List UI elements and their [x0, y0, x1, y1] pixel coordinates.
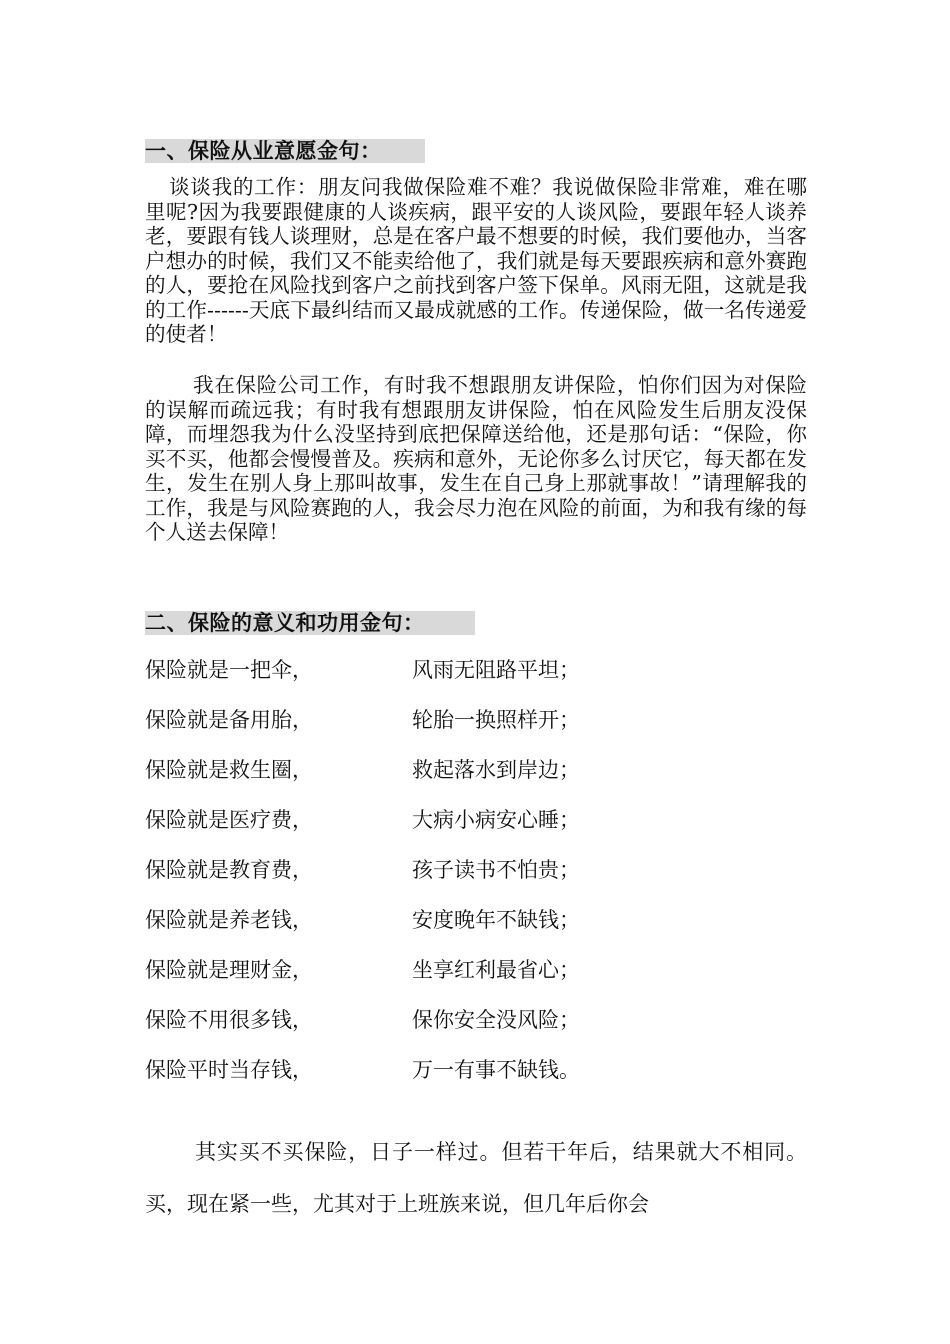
verse-second-half: 安度晚年不缺钱； [412, 908, 580, 932]
verse-first-half: 保险就是养老钱， [145, 908, 313, 932]
verse-line [145, 1006, 807, 1056]
verse-line [145, 906, 807, 956]
verse-line [145, 1056, 807, 1106]
verse-second-half: 大病小病安心睡； [412, 808, 580, 832]
verse-line [145, 806, 807, 856]
verse-first-half: 保险不用很多钱， [145, 1008, 313, 1032]
verse-line [145, 706, 807, 756]
verse-line [145, 856, 807, 906]
verse-second-half: 轮胎一换照样开； [412, 708, 580, 732]
verse-list [145, 656, 807, 1106]
verse-first-half: 保险就是救生圈， [145, 758, 313, 782]
verse-first-half: 保险就是备用胎， [145, 708, 313, 732]
verse-second-half: 保你安全没风险； [412, 1008, 580, 1032]
paragraph-my-work: 谈谈我的工作：朋友问我做保险难不难？我说做保险非常难，难在哪里呢?因为我要跟健康的人谈疾病，跟平安的人谈风险，要跟年轻人谈养老，要跟有钱人谈理财，总是在客户最不想要的时候，我们要他办，当客户想办的时候，我们又不能卖给他了，我们就是每天要跟疾病和意外赛跑的人，要抢在风险找到客户之前找到客户签下保单。风雨无阻，这就是我的工作------天底下最纠结而又最成就感的工作。传递保险，做一名传递爱的使者！ [145, 175, 807, 346]
verse-line [145, 956, 807, 1006]
verse-first-half: 保险就是教育费， [145, 858, 313, 882]
verse-first-half: 保险就是理财金， [145, 958, 313, 982]
verse-first-half: 保险就是一把伞， [145, 658, 313, 682]
verse-line [145, 756, 807, 806]
verse-second-half: 孩子读书不怕贵； [412, 858, 580, 882]
section-heading-meaning: 二、保险的意义和功用金句： [145, 611, 475, 635]
paragraph-closing: 其实买不买保险，日子一样过。但若干年后，结果就大不相同。买，现在紧一些，尤其对于上班族来说，但几年后你会 [145, 1140, 807, 1216]
section-heading-career: 一、保险从业意愿金句： [145, 139, 425, 163]
verse-first-half: 保险平时当存钱， [145, 1058, 313, 1082]
paragraph-insurance-company: 我在保险公司工作，有时我不想跟朋友讲保险，怕你们因为对保险的误解而疏远我；有时我有想跟朋友讲保险，怕在风险发生后朋友没保障，而埋怨我为什么没坚持到底把保障送给他，还是那句话：“保险，你买不买，他都会慢慢普及。疾病和意外，无论你多么讨厌它，每天都在发生，发生在别人身上那叫故事，发生在自己身上那就事故！”请理解我的工作，我是与风险赛跑的人，我会尽力泡在风险的前面，为和我有缘的每个人送去保障！ [145, 373, 807, 544]
verse-line [145, 656, 807, 706]
verse-second-half: 坐享红利最省心； [412, 958, 580, 982]
verse-second-half: 救起落水到岸边； [412, 758, 580, 782]
verse-first-half: 保险就是医疗费， [145, 808, 313, 832]
verse-second-half: 万一有事不缺钱。 [412, 1058, 580, 1082]
verse-second-half: 风雨无阻路平坦； [412, 658, 580, 682]
